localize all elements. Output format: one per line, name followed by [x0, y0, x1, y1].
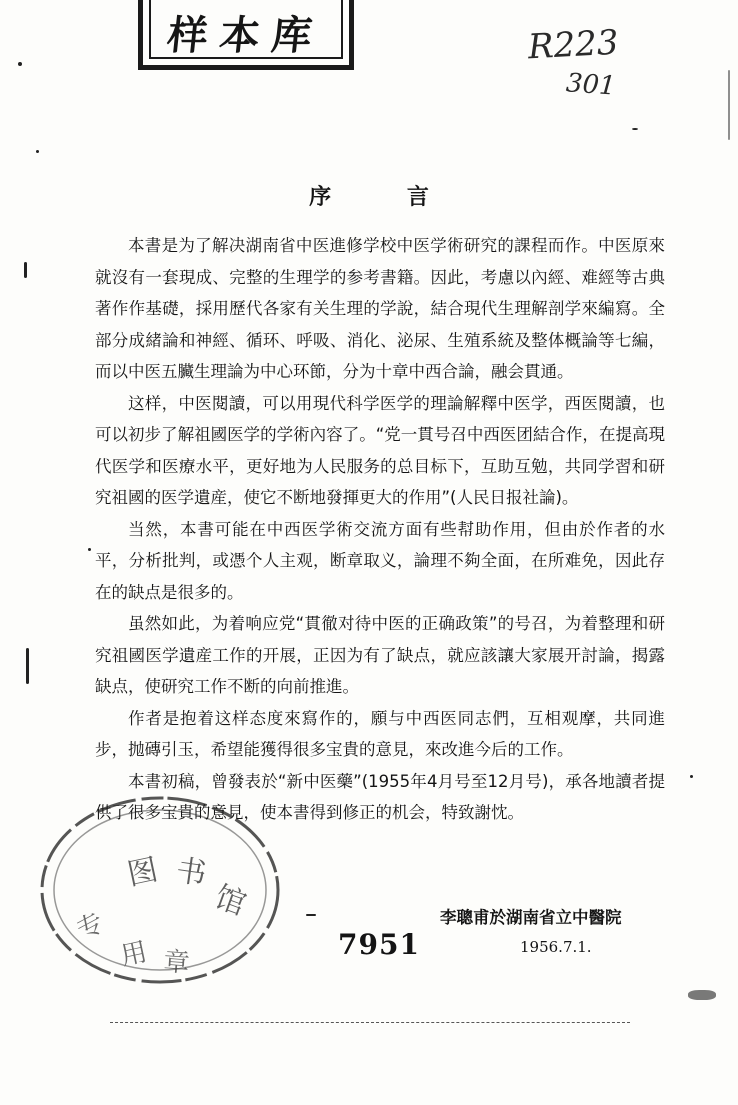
signature-date: 1956.7.1. [520, 938, 592, 956]
paragraph-4: 虽然如此，为着响应党“貫徹对待中医的正确政策”的号召，为着整理和研究祖國医学遺産工作的开展，正因为有了缺点，就应該讓大家展开討論，揭露缺点，使研究工作不断的向前推進。 [95, 614, 665, 696]
svg-text:用: 用 [118, 937, 150, 972]
scan-speck [306, 914, 316, 916]
scan-speck [632, 128, 638, 130]
svg-text:馆: 馆 [210, 879, 251, 923]
catalog-number: 7951 [338, 928, 420, 961]
stamp-label: 样本库 [165, 13, 327, 59]
paragraph-1: 本書是为了解决湖南省中医進修学校中医学術研究的課程而作。中医原來就沒有一套現成、完整的生理学的参考書籍。因此，考慮以內經、难經等古典著作作基礎，採用歷代各家有关生理的学說，結合現代生理解剖学來編寫。全部分成緒論和神經、循环、呼吸、消化、泌尿、生殖系統及整体概論等七編，而以中医五臟生理論为中心环節，分为十章中西合論，融会貫通。 [95, 236, 665, 381]
scan-speck [688, 990, 716, 1000]
handwritten-call-number: R223 [527, 22, 620, 68]
scan-speck [690, 775, 693, 778]
scan-speck [36, 150, 39, 153]
scan-speck [24, 262, 27, 278]
scan-speck [26, 648, 29, 684]
handwritten-call-number-2: 301 [565, 68, 617, 102]
svg-text:专: 专 [72, 907, 110, 947]
author-signature: 李聰甫於湖南省立中醫院 [440, 908, 622, 927]
svg-text:图: 图 [124, 852, 162, 893]
library-seal-icon [35, 790, 285, 990]
paragraph-6: 本書初稿，曾發表於“新中医藥”(1955年4月号至12月号)，承各地讀者提供了很多宝貴的意見，使本書得到修正的机会，特致謝忱。 [95, 771, 665, 822]
library-sample-stamp [138, 0, 354, 70]
paragraph-5: 作者是抱着这样态度來寫作的，願与中西医同志們，互相观摩，共同進步，抛磚引玉，希望能獲得很多宝貴的意見，來改進今后的工作。 [95, 708, 665, 759]
svg-text:章: 章 [162, 947, 191, 979]
scan-speck [88, 548, 91, 551]
page-title: 序 言 [309, 185, 463, 210]
scan-speck [18, 62, 22, 66]
scan-speck [728, 70, 730, 140]
preface-body [95, 230, 665, 829]
paragraph-3: 当然，本書可能在中西医学術交流方面有些幇助作用，但由於作者的水平，分析批判，或憑个人主观，断章取义，論理不夠全面，在所难免，因此存在的缺点是很多的。 [95, 519, 665, 602]
svg-text:书: 书 [173, 853, 209, 893]
paragraph-2: 这样，中医閱讀，可以用現代科学医学的理論解釋中医学，西医閱讀，也可以初步了解祖國医学的学術內容了。“党一貫号召中西医团結合作，在提高現代医学和医療水平，更好地为人民服务的总目标下，互助互勉，共同学習和研究祖國的医学遺産，使它不断地發揮更大的作用”(人民日报社論)。 [95, 393, 665, 507]
bottom-scan-line [110, 1022, 630, 1023]
